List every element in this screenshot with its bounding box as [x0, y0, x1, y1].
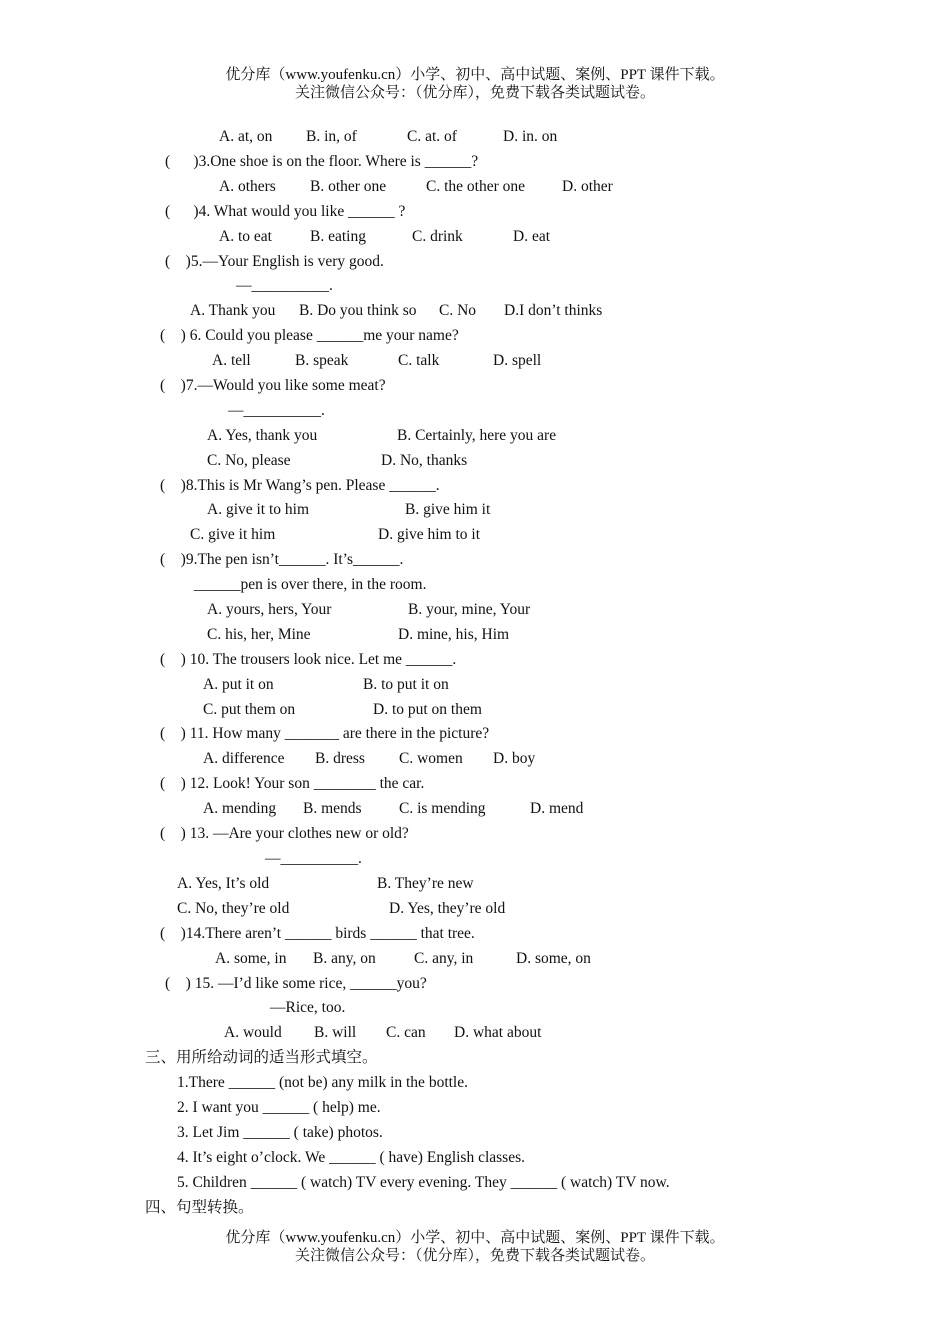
q3-option-d: D. other: [562, 178, 613, 195]
q4-option-b: B. eating: [310, 228, 366, 245]
q7-option-d: D. No, thanks: [381, 452, 468, 469]
page-footer-line1: 优分库（www.youfenku.cn）小学、初中、高中试题、案例、PPT 课件下载。: [225, 1230, 725, 1246]
q8-option-a: A. give it to him: [207, 501, 310, 518]
section3-item-5: 5. Children ______ ( watch) TV every evening. They ______ ( watch) TV now.: [177, 1174, 670, 1191]
q12-option-b: B. mends: [303, 800, 362, 817]
q15-reply: —Rice, too.: [270, 999, 346, 1016]
q14-option-c: C. any, in: [414, 950, 474, 967]
q7-stem: ( )7.—Would you like some meat?: [160, 377, 386, 394]
q5-option-a: A. Thank you: [190, 302, 276, 319]
q14-stem: ( )14.There aren’t ______ birds ______ that tree.: [160, 925, 475, 942]
q14-option-b: B. any, on: [313, 950, 376, 967]
q5-option-c: C. No: [439, 302, 477, 319]
q9-option-d: D. mine, his, Him: [398, 626, 510, 643]
q13-option-c: C. No, they’re old: [177, 900, 290, 917]
q4-option-c: C. drink: [412, 228, 463, 245]
q11-option-a: A. difference: [203, 750, 285, 767]
section3-item-2: 2. I want you ______ ( help) me.: [177, 1099, 381, 1116]
q7-option-a: A. Yes, thank you: [207, 427, 318, 444]
q5-option-d: D.I don’t thinks: [504, 302, 603, 319]
q10-option-c: C. put them on: [203, 701, 296, 718]
q15-option-b: B. will: [314, 1024, 357, 1041]
q11-option-b: B. dress: [315, 750, 365, 767]
page-header-line1: 优分库（www.youfenku.cn）小学、初中、高中试题、案例、PPT 课件下载。: [225, 67, 725, 83]
q12-option-a: A. mending: [203, 800, 277, 817]
q10-option-d: D. to put on them: [373, 701, 482, 718]
q3-option-b: B. other one: [310, 178, 387, 195]
q7-reply: —__________.: [228, 402, 325, 419]
q8-option-d: D. give him to it: [378, 526, 481, 543]
q15-option-c: C. can: [386, 1024, 426, 1041]
q6-option-a: A. tell: [212, 352, 251, 369]
q14-option-d: D. some, on: [516, 950, 591, 967]
q2-option-b: B. in, of: [306, 128, 357, 145]
q11-option-d: D. boy: [493, 750, 536, 767]
section3-item-4: 4. It’s eight o’clock. We ______ ( have) English classes.: [177, 1149, 526, 1166]
q10-stem: ( ) 10. The trousers look nice. Let me ______.: [160, 651, 457, 668]
q6-option-d: D. spell: [493, 352, 542, 369]
q4-option-a: A. to eat: [219, 228, 272, 245]
q12-stem: ( ) 12. Look! Your son ________ the car.: [160, 775, 425, 792]
q6-option-c: C. talk: [398, 352, 440, 369]
q7-option-c: C. No, please: [207, 452, 291, 469]
q3-option-c: C. the other one: [426, 178, 526, 195]
q10-option-a: A. put it on: [203, 676, 274, 693]
q9-option-a: A. yours, hers, Your: [207, 601, 332, 618]
q13-option-a: A. Yes, It’s old: [177, 875, 270, 892]
q15-option-a: A. would: [224, 1024, 282, 1041]
section3-item-1: 1.There ______ (not be) any milk in the bottle.: [177, 1074, 468, 1091]
section3-item-3: 3. Let Jim ______ ( take) photos.: [177, 1124, 383, 1141]
q13-stem: ( ) 13. —Are your clothes new or old?: [160, 825, 409, 842]
q15-stem: ( ) 15. —I’d like some rice, ______you?: [165, 975, 427, 992]
q6-option-b: B. speak: [295, 352, 349, 369]
q13-reply: —__________.: [265, 850, 362, 867]
q8-stem: ( )8.This is Mr Wang’s pen. Please ______.: [160, 477, 440, 494]
q13-option-d: D. Yes, they’re old: [389, 900, 506, 917]
q9-stem-continued: ______pen is over there, in the room.: [194, 576, 427, 593]
q2-option-a: A. at, on: [219, 128, 273, 145]
q13-option-b: B. They’re new: [377, 875, 474, 892]
section4-title: 四、句型转换。: [145, 1199, 254, 1216]
q7-option-b: B. Certainly, here you are: [397, 427, 557, 444]
q9-stem: ( )9.The pen isn’t______. It’s______.: [160, 551, 404, 568]
q9-option-c: C. his, her, Mine: [207, 626, 311, 643]
q4-stem: ( )4. What would you like ______ ?: [165, 203, 406, 220]
q10-option-b: B. to put it on: [363, 676, 449, 693]
q8-option-c: C. give it him: [190, 526, 276, 543]
page-header-line2: 关注微信公众号：（优分库），免费下载各类试题试卷。: [294, 85, 655, 101]
q12-option-c: C. is mending: [399, 800, 486, 817]
q11-option-c: C. women: [399, 750, 463, 767]
q3-stem: ( )3.One shoe is on the floor. Where is ______?: [165, 153, 479, 170]
q9-option-b: B. your, mine, Your: [408, 601, 531, 618]
q6-stem: ( ) 6. Could you please ______me your name?: [160, 327, 459, 344]
page-footer-line2: 关注微信公众号：（优分库），免费下载各类试题试卷。: [294, 1248, 655, 1264]
q11-stem: ( ) 11. How many _______ are there in the picture?: [160, 725, 490, 742]
q5-option-b: B. Do you think so: [299, 302, 417, 319]
q12-option-d: D. mend: [530, 800, 584, 817]
q2-option-d: D. in. on: [503, 128, 558, 145]
q14-option-a: A. some, in: [215, 950, 287, 967]
q5-reply: —__________.: [236, 277, 333, 294]
section3-title: 三、用所给动词的适当形式填空。: [145, 1049, 378, 1066]
q3-option-a: A. others: [219, 178, 276, 195]
q8-option-b: B. give him it: [405, 501, 491, 518]
q15-option-d: D. what about: [454, 1024, 542, 1041]
q5-stem: ( )5.—Your English is very good.: [165, 253, 384, 270]
q2-option-c: C. at. of: [407, 128, 457, 145]
q4-option-d: D. eat: [513, 228, 551, 245]
